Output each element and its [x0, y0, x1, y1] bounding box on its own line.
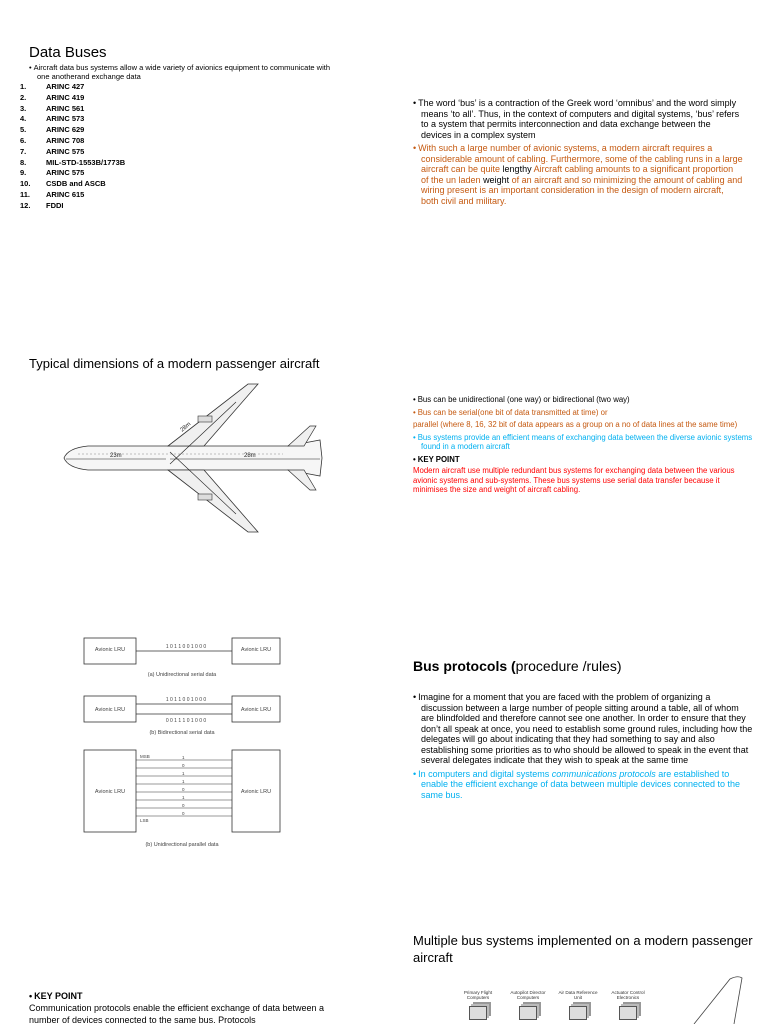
- msb-label: MSB: [140, 754, 150, 759]
- arinc-list-label: ARINC 575: [46, 168, 85, 178]
- parallel-bit-label: 0: [182, 810, 185, 816]
- cabling-text-c: Aircraft cabling amounts to a significant proportion of the un laden: [421, 164, 734, 185]
- caption-a: (a) Unidirectional serial data: [147, 672, 217, 678]
- arinc-list-number: 3.: [20, 103, 27, 113]
- aircraft-unit: [605, 990, 651, 1020]
- parallel-bit-label: 0: [182, 802, 185, 808]
- lru-a-left: Avionic LRU: [94, 647, 126, 653]
- lru-c-left: Avionic LRU: [94, 789, 126, 795]
- arinc-list-label: ARINC 573: [46, 114, 85, 124]
- key-point-bottom-label: KEY POINT: [34, 991, 83, 1001]
- arinc-list-number: 7.: [20, 146, 27, 156]
- key-point-bottom: [29, 990, 349, 1026]
- dim-wing-label: 28m: [179, 421, 193, 434]
- cabling-text-a: With such a large number of avionic systems, a modern aircraft requires a considerable amount of cabling. Furthermore, some of the cabling runs in a large aircraft can be quite: [418, 143, 743, 174]
- arinc-list-number: 10.: [20, 179, 31, 189]
- bus-definition-text: The word ‘bus’ is a contraction of the Greek word ‘omnibus’ and the word simply means ‘to all’. Thus, in the context of computers and digital systems, ‘bus’ refers to a system that permits interconnection and data exchange between the devices in a complex system: [418, 98, 740, 140]
- arinc-list-label: CSDB and ASCB: [46, 179, 106, 189]
- arinc-list-item: [20, 147, 125, 158]
- arinc-list-item: [20, 114, 125, 125]
- bus-types-diagram: [82, 632, 282, 852]
- arinc-list-number: 11.: [20, 189, 31, 199]
- lru-a-right: Avionic LRU: [240, 647, 272, 653]
- aircraft-unit-label: Actuator Control Electronics: [611, 990, 645, 1001]
- bus-types-b2: Bus can be serial(one bit of data transmitted at time) or: [417, 407, 608, 417]
- aircraft-unit-box-icon: [569, 1006, 587, 1020]
- arinc-list-number: 1.: [20, 82, 27, 91]
- cabling-text-d: weight: [483, 174, 510, 185]
- arinc-list-item: [20, 136, 125, 147]
- bits-a: 1 0 1 1 0 0 1 0 0 0: [165, 644, 207, 650]
- aircraft-dimensions-title: Typical dimensions of a modern passenger aircraft: [29, 356, 320, 371]
- parallel-bit-label: 1: [182, 754, 185, 760]
- bus-protocols-title-bold: Bus protocols (: [413, 658, 516, 674]
- cabling-text-e: of an aircraft and so minimizing the amount of cabling and wiring present is an important consideration in the design of modern aircraft, both civil and military.: [421, 174, 743, 206]
- multiple-bus-title: Multiple bus systems implemented on a modern passenger aircraft: [413, 933, 753, 965]
- arinc-list-label: ARINC 561: [46, 103, 85, 113]
- bus-protocols-p2c: are established to enable the efficient exchange of data between multiple devices connected to the same bus.: [421, 768, 741, 800]
- aircraft-unit-box-icon: [469, 1006, 487, 1020]
- bus-definition: [413, 98, 743, 206]
- bits-b2: 0 0 1 1 1 0 1 0 0 0: [165, 718, 207, 724]
- bus-types-b3: Bus systems provide an efficient means of exchanging data between the diverse avionic systems found in a modern aircraft: [417, 432, 753, 451]
- arinc-list-item: [20, 158, 125, 169]
- caption-c: (b) Unidirectional parallel data: [145, 842, 219, 848]
- key-point-bottom-text: Communication protocols enable the efficient exchange of data between a number of devices connected to the same bus. Protocols: [29, 1003, 325, 1025]
- arinc-list-item: [20, 82, 125, 93]
- units-row: [455, 990, 655, 1024]
- key-point-label: KEY POINT: [417, 454, 460, 464]
- arinc-list-number: 4.: [20, 114, 27, 124]
- caption-b: (b) Bidirectional serial data: [149, 730, 215, 736]
- aircraft-unit-label: Autopilot Director Computers: [510, 990, 546, 1001]
- parallel-bit-label: 1: [182, 778, 185, 784]
- arinc-list: [20, 82, 125, 212]
- aircraft-unit-label: Primary Flight Computers: [463, 990, 493, 1001]
- bus-protocols-title: [413, 658, 622, 674]
- arinc-list-label: ARINC 708: [46, 135, 85, 145]
- lru-c-right: Avionic LRU: [240, 789, 272, 795]
- arinc-list-item: [20, 93, 125, 104]
- parallel-lines: [136, 755, 232, 816]
- aircraft-unit-label: Air Data Reference Unit: [558, 990, 598, 1001]
- arinc-list-number: 12.: [20, 200, 31, 210]
- parallel-bit-label: 0: [182, 762, 185, 768]
- bus-types-b2b: parallel (where 8, 16, 32 bit of data appears as a group on a no of data lines at the same time): [413, 420, 738, 429]
- bus-protocols-p2b: communications protocols: [551, 768, 656, 779]
- key-point-red-text: Modern aircraft use multiple redundant bus systems for exchanging data between the various avionic systems and sub-systems. These bus systems use serial data transfer because it minimises the size and weight of aircraft cabling.: [413, 466, 735, 494]
- dim-left-label: 23m: [110, 453, 122, 459]
- lru-b-right: Avionic LRU: [240, 707, 272, 713]
- bus-types: [413, 395, 753, 495]
- bits-b1: 1 0 1 1 0 0 1 0 0 0: [165, 697, 207, 703]
- bus-protocols-body: [413, 692, 753, 800]
- arinc-list-number: 6.: [20, 135, 27, 145]
- lsb-label: LSB: [140, 818, 149, 823]
- aircraft-unit: [555, 990, 601, 1020]
- parallel-bit-label: 1: [182, 770, 185, 776]
- arinc-list-label: ARINC 427: [46, 82, 85, 91]
- cabling-text-b: lengthy: [502, 164, 532, 174]
- aircraft-unit: [505, 990, 551, 1020]
- arinc-list-item: [20, 104, 125, 115]
- arinc-list-number: 2.: [20, 92, 27, 102]
- arinc-list-label: ARINC 419: [46, 92, 85, 102]
- arinc-list-item: [20, 201, 125, 212]
- arinc-list-number: 5.: [20, 125, 27, 135]
- bus-protocols-title-rest: procedure /rules): [515, 658, 622, 674]
- bus-types-b1: Bus can be unidirectional (one way) or bidirectional (two way): [417, 395, 630, 404]
- arinc-list-number: 8.: [20, 157, 27, 167]
- arinc-list-item: [20, 125, 125, 136]
- aircraft-top-view-drawing: [58, 382, 328, 534]
- parallel-bit-label: 0: [182, 786, 185, 792]
- arinc-list-item: [20, 179, 125, 190]
- parallel-bit-label: 1: [182, 794, 185, 800]
- arinc-list-label: ARINC 575: [46, 146, 85, 156]
- arinc-list-label: FDDI: [46, 200, 64, 210]
- arinc-list-number: 9.: [20, 168, 27, 178]
- bus-protocols-p2a: In computers and digital systems: [418, 768, 552, 779]
- data-buses-intro-text: Aircraft data bus systems allow a wide variety of avionics equipment to communicate with one anotherand exchange data: [33, 63, 331, 81]
- aircraft-unit: [455, 990, 501, 1020]
- data-buses-intro: [29, 64, 337, 81]
- aircraft-unit-box-icon: [619, 1006, 637, 1020]
- lru-b-left: Avionic LRU: [94, 707, 126, 713]
- arinc-list-label: ARINC 615: [46, 189, 85, 199]
- arinc-list-item: [20, 168, 125, 179]
- aircraft-unit-box-icon: [519, 1006, 537, 1020]
- tail-fin-drawing: [690, 975, 750, 1024]
- bus-protocols-p1: Imagine for a moment that you are faced with the problem of organizing a discussion between a large number of people sitting around a table, all of whom are blindfolded and therefore cannot see one another. In order to ensure that they don’t all speak at once, you need to establish some ground rules, including how the delegates will go about indicating that they had something to say and also establishing some priorities as to who should be allowed to speak in the event that several delegates indicate that they wish to speak at the same time: [418, 692, 753, 765]
- data-buses-title: Data Buses: [29, 44, 107, 61]
- arinc-list-label: MIL-STD-1553B/1773B: [46, 157, 126, 167]
- arinc-list-label: ARINC 629: [46, 125, 85, 135]
- dim-right-label: 28m: [244, 453, 256, 459]
- arinc-list-item: [20, 190, 125, 201]
